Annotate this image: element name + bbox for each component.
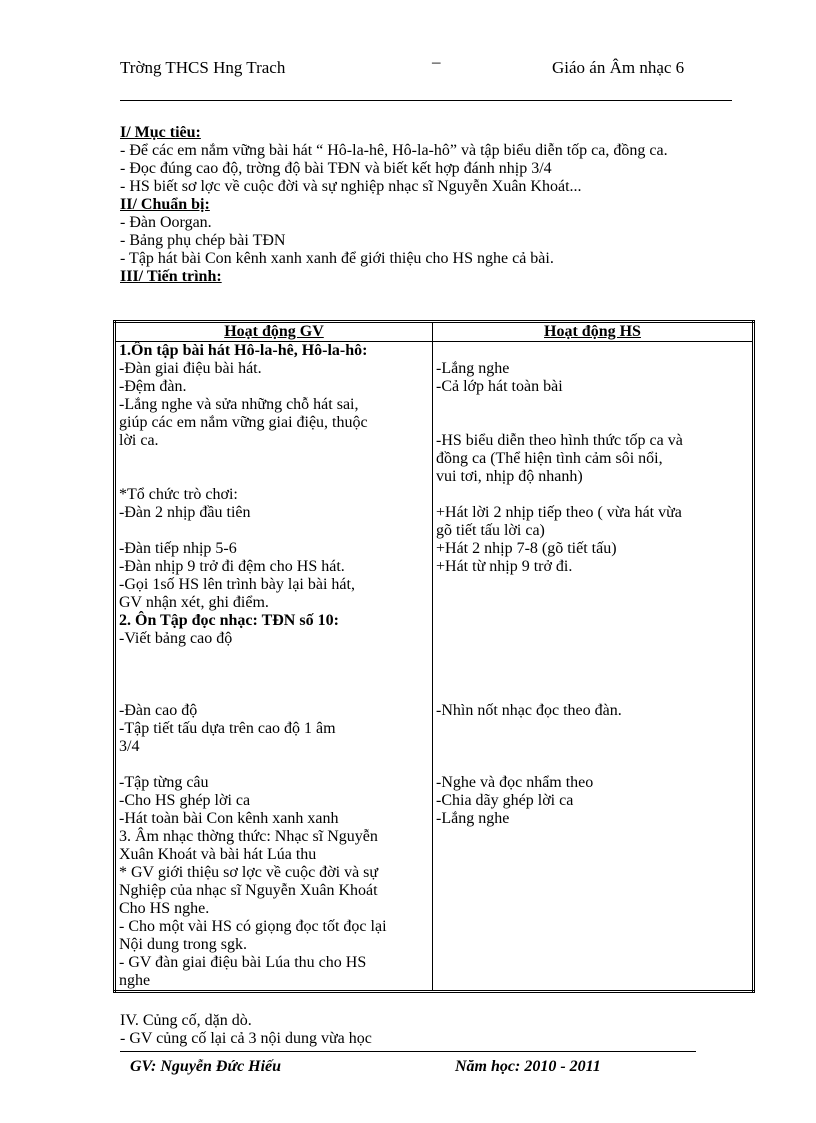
- gv-line: [119, 756, 429, 774]
- objective-item: - Đọc đúng cao độ, trờng độ bài TĐN và biết kết hợp đánh nhịp 3/4: [120, 160, 552, 177]
- hs-line: -Nghe và đọc nhẩm theo: [436, 774, 594, 791]
- section-1-heading: 1.Ôn tập bài hát Hô-la-hê, Hô-la-hô:: [119, 342, 368, 359]
- gv-line: -Đàn cao độ: [119, 702, 198, 719]
- hs-line: [436, 342, 749, 360]
- hs-line: -Chia dãy ghép lời ca: [436, 792, 574, 809]
- gv-line: [119, 666, 429, 684]
- hs-line: [436, 396, 749, 414]
- hs-line: vui tơi, nhịp độ nhanh): [436, 468, 583, 485]
- hs-line: [436, 684, 749, 702]
- gv-line: [119, 468, 429, 486]
- footer-rule: [120, 1051, 696, 1052]
- objective-item: - Để các em nắm vững bài hát “ Hô-la-hê, Hô-la-hô” và tập biểu diễn tốp ca, đồng ca.: [120, 142, 668, 159]
- hs-line: [436, 648, 749, 666]
- gv-line: -Đệm đàn.: [119, 378, 187, 395]
- hs-line: [436, 414, 749, 432]
- section-3-heading: 3. Âm nhạc thờng thức: Nhạc sĩ Nguyễn: [119, 828, 378, 845]
- gv-line: 3/4: [119, 738, 140, 755]
- header-subject: Giáo án Âm nhạc 6: [552, 58, 685, 77]
- gv-line: Nội dung trong sgk.: [119, 936, 247, 953]
- hs-line: [436, 594, 749, 612]
- footer-teacher: GV: Nguyễn Đức Hiếu: [130, 1058, 282, 1075]
- gv-line: -Lắng nghe và sửa những chỗ hát sai,: [119, 396, 359, 413]
- table-header-row: [115, 322, 754, 342]
- gv-line: nghe: [119, 972, 151, 989]
- gv-line: Cho HS nghe.: [119, 900, 210, 917]
- section-2-heading: 2. Ôn Tập đọc nhạc: TĐN số 10:: [119, 612, 339, 629]
- preparation-item: - Tập hát bài Con kênh xanh xanh để giới thiệu cho HS nghe cả bài.: [120, 250, 554, 267]
- gv-line: -Đàn tiếp nhịp 5-6: [119, 540, 237, 557]
- hs-line: -HS biểu diễn theo hình thức tốp ca và: [436, 432, 683, 449]
- gv-line: -Đàn nhịp 9 trở đi đệm cho HS hát.: [119, 558, 345, 575]
- hs-line: +Hát lời 2 nhịp tiếp theo ( vừa hát vừa: [436, 504, 682, 521]
- preparation-heading: II/ Chuẩn bị:: [120, 196, 210, 213]
- hs-line: [436, 720, 749, 738]
- gv-line: * GV giới thiệu sơ lợc về cuộc đời và sự: [119, 864, 379, 881]
- hs-line: -Cả lớp hát toàn bài: [436, 378, 563, 395]
- gv-line: GV nhận xét, ghi điểm.: [119, 594, 269, 611]
- process-heading: III/ Tiến trình:: [120, 268, 222, 285]
- column-header-gv: Hoạt động GV: [115, 322, 433, 342]
- preparation-item: - Đàn Oorgan.: [120, 214, 212, 231]
- objective-item: - HS biết sơ lợc về cuộc đời và sự nghiệp nhạc sĩ Nguyễn Xuân Khoát...: [120, 178, 582, 195]
- header-rule: [120, 100, 732, 101]
- gv-line: [119, 684, 429, 702]
- hs-line: gõ tiết tấu lời ca): [436, 522, 545, 539]
- gv-line: *Tổ chức trò chơi:: [119, 486, 238, 503]
- table-body-row: [115, 342, 754, 992]
- gv-line: - GV đàn giai điệu bài Lúa thu cho HS: [119, 954, 367, 971]
- gv-line: [119, 648, 429, 666]
- footer-school-year: Năm học: 2010 - 2011: [455, 1058, 601, 1075]
- gv-line: - Cho một vài HS có giọng đọc tốt đọc lại: [119, 918, 387, 935]
- hs-line: +Hát 2 nhịp 7-8 (gõ tiết tấu): [436, 540, 617, 557]
- gv-line: -Cho HS ghép lời ca: [119, 792, 251, 809]
- preparation-item: - Bảng phụ chép bài TĐN: [120, 232, 286, 249]
- hs-line: [436, 486, 749, 504]
- hs-line: -Nhìn nốt nhạc đọc theo đàn.: [436, 702, 622, 719]
- gv-line: -Tập tiết tấu dựa trên cao độ 1 âm: [119, 720, 336, 737]
- summary-item: - GV củng cố lại cả 3 nội dung vừa học: [120, 1030, 372, 1047]
- gv-line: lời ca.: [119, 432, 159, 449]
- hs-line: [436, 630, 749, 648]
- hs-line: -Lắng nghe: [436, 810, 510, 827]
- gv-line: -Đàn giai điệu bài hát.: [119, 360, 262, 377]
- hs-line: [436, 576, 749, 594]
- column-header-hs: Hoạt động HS: [433, 322, 754, 342]
- header-school: Trờng THCS Hng Trach: [120, 58, 286, 77]
- gv-activities-cell: [115, 342, 433, 992]
- summary-heading: IV. Củng cố, dặn dò.: [120, 1012, 252, 1029]
- gv-line: -Tập từng câu: [119, 774, 209, 791]
- gv-line: giúp các em nắm vững giai điệu, thuộc: [119, 414, 368, 431]
- gv-line: -Đàn 2 nhịp đầu tiên: [119, 504, 251, 521]
- hs-line: +Hát từ nhịp 9 trở đi.: [436, 558, 573, 575]
- gv-line: [119, 450, 429, 468]
- gv-line: Nghiệp của nhạc sĩ Nguyễn Xuân Khoát: [119, 882, 378, 899]
- hs-line: [436, 738, 749, 756]
- hs-activities-cell: [433, 342, 754, 992]
- gv-line: Xuân Khoát và bài hát Lúa thu: [119, 846, 317, 863]
- gv-line: -Viết bảng cao độ: [119, 630, 233, 647]
- hs-line: [436, 756, 749, 774]
- gv-line: [119, 522, 429, 540]
- gv-line: -Hát toàn bài Con kênh xanh xanh: [119, 810, 339, 827]
- objectives-heading: I/ Mục tiêu:: [120, 124, 201, 141]
- header-dash: –: [432, 52, 441, 71]
- gv-line: -Gọi 1số HS lên trình bày lại bài hát,: [119, 576, 355, 593]
- hs-line: đồng ca (Thể hiện tình cảm sôi nổi,: [436, 450, 663, 467]
- hs-line: [436, 612, 749, 630]
- lesson-plan-table: [113, 320, 755, 993]
- hs-line: -Lắng nghe: [436, 360, 510, 377]
- hs-line: [436, 666, 749, 684]
